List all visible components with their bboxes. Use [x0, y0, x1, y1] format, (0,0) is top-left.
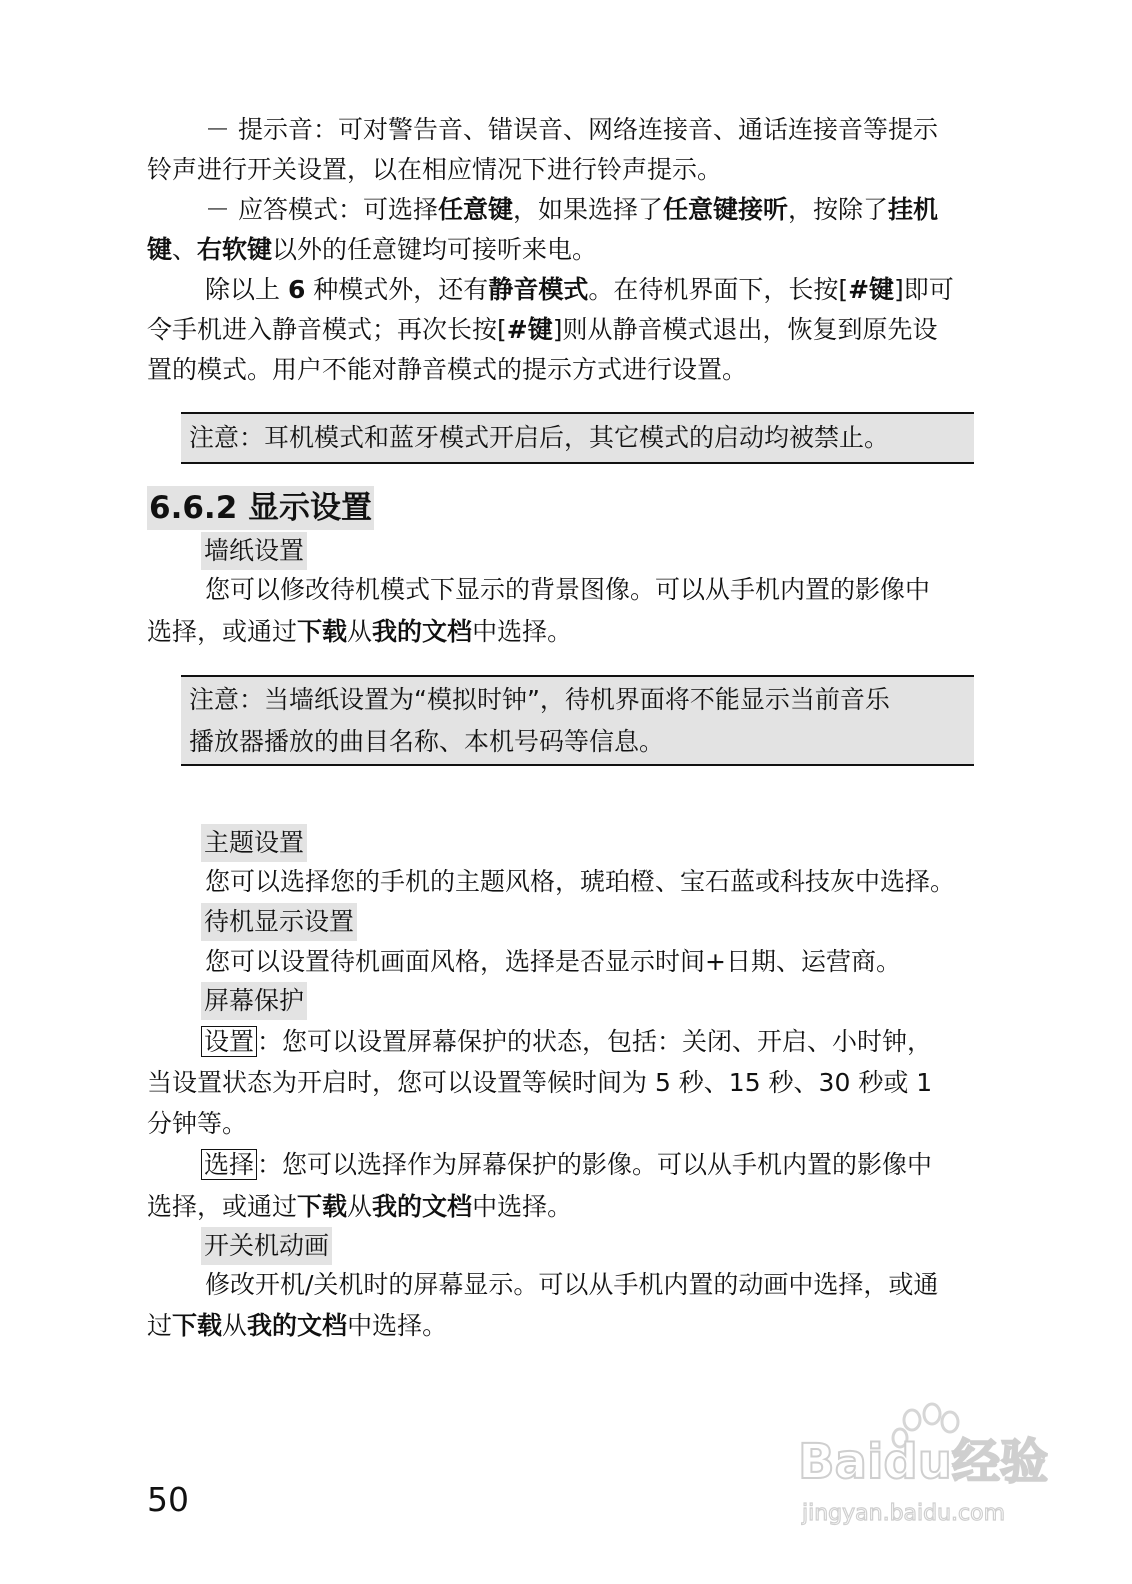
screensaver-select-line-1: 选择 ：您可以选择作为屏幕保护的影像。可以从手机内置的影像中 [201, 1145, 932, 1185]
wallpaper-title: 墙纸设置 [201, 532, 307, 570]
prompt-tone-line-2: 铃声进行开关设置，以在相应情况下进行铃声提示。 [147, 155, 723, 184]
screensaver-settings-line-1: 设置 ：您可以设置屏幕保护的状态，包括：关闭、开启、小时钟， [201, 1022, 932, 1062]
standby-line-1: 您可以设置待机画面风格，选择是否显示时间+日期、运营商。 [205, 947, 901, 976]
watermark-brand: Baidu经验 [798, 1434, 1048, 1490]
wallpaper-line-2: 选择，或通过下载从我的文档中选择。 [147, 617, 573, 646]
screensaver-select-line-2: 选择，或通过下载从我的文档中选择。 [147, 1192, 573, 1221]
page-number: 50 [147, 1480, 189, 1519]
theme-line-1: 您可以选择您的手机的主题风格，琥珀橙、宝石蓝或科技灰中选择。 [205, 867, 956, 896]
prompt-tone-line-1: － 提示音：可对警告音、错误音、网络连接音、通话连接音等提示 [205, 115, 938, 144]
standby-title: 待机显示设置 [201, 903, 357, 941]
note-headset-bluetooth [181, 412, 974, 464]
silent-mode-line-1: 除以上 6 种模式外，还有静音模式。在待机界面下，长按[#键]即可 [205, 275, 954, 304]
animation-line-2: 过下载从我的文档中选择。 [147, 1311, 448, 1340]
select-key-box: 选择 [201, 1149, 257, 1180]
watermark-url: jingyan.baidu.com [802, 1501, 1006, 1526]
theme-title: 主题设置 [201, 824, 307, 862]
screensaver-settings-line-3: 分钟等。 [147, 1109, 248, 1138]
note-text-line-2: 播放器播放的曲目名称、本机号码等信息。 [189, 727, 665, 756]
note-text-line-1: 注意：当墙纸设置为“模拟时钟”，待机界面将不能显示当前音乐 [189, 685, 890, 714]
silent-mode-line-2: 令手机进入静音模式；再次长按[#键]则从静音模式退出，恢复到原先设 [147, 315, 938, 344]
answer-mode-line-2: 键、右软键以外的任意键均可接听来电。 [147, 235, 598, 264]
answer-mode-line-1: － 应答模式：可选择任意键，如果选择了任意键接听，按除了挂机 [205, 195, 939, 224]
baidu-watermark-logo [790, 1400, 1070, 1530]
note-text: 注意：耳机模式和蓝牙模式开启后，其它模式的启动均被禁止。 [189, 423, 890, 452]
animation-line-1: 修改开机/关机时的屏幕显示。可以从手机内置的动画中选择，或通 [205, 1270, 939, 1299]
screensaver-settings-line-2: 当设置状态为开启时，您可以设置等候时间为 5 秒、15 秒、30 秒或 1 [147, 1068, 933, 1097]
animation-title: 开关机动画 [201, 1227, 332, 1265]
screensaver-title: 屏幕保护 [201, 982, 307, 1020]
wallpaper-line-1: 您可以修改待机模式下显示的背景图像。可以从手机内置的影像中 [205, 575, 931, 604]
silent-mode-line-3: 置的模式。用户不能对静音模式的提示方式进行设置。 [147, 355, 748, 384]
settings-key-box: 设置 [201, 1026, 257, 1057]
note-analog-clock [181, 675, 974, 766]
section-heading: 6.6.2 显示设置 [147, 486, 374, 530]
